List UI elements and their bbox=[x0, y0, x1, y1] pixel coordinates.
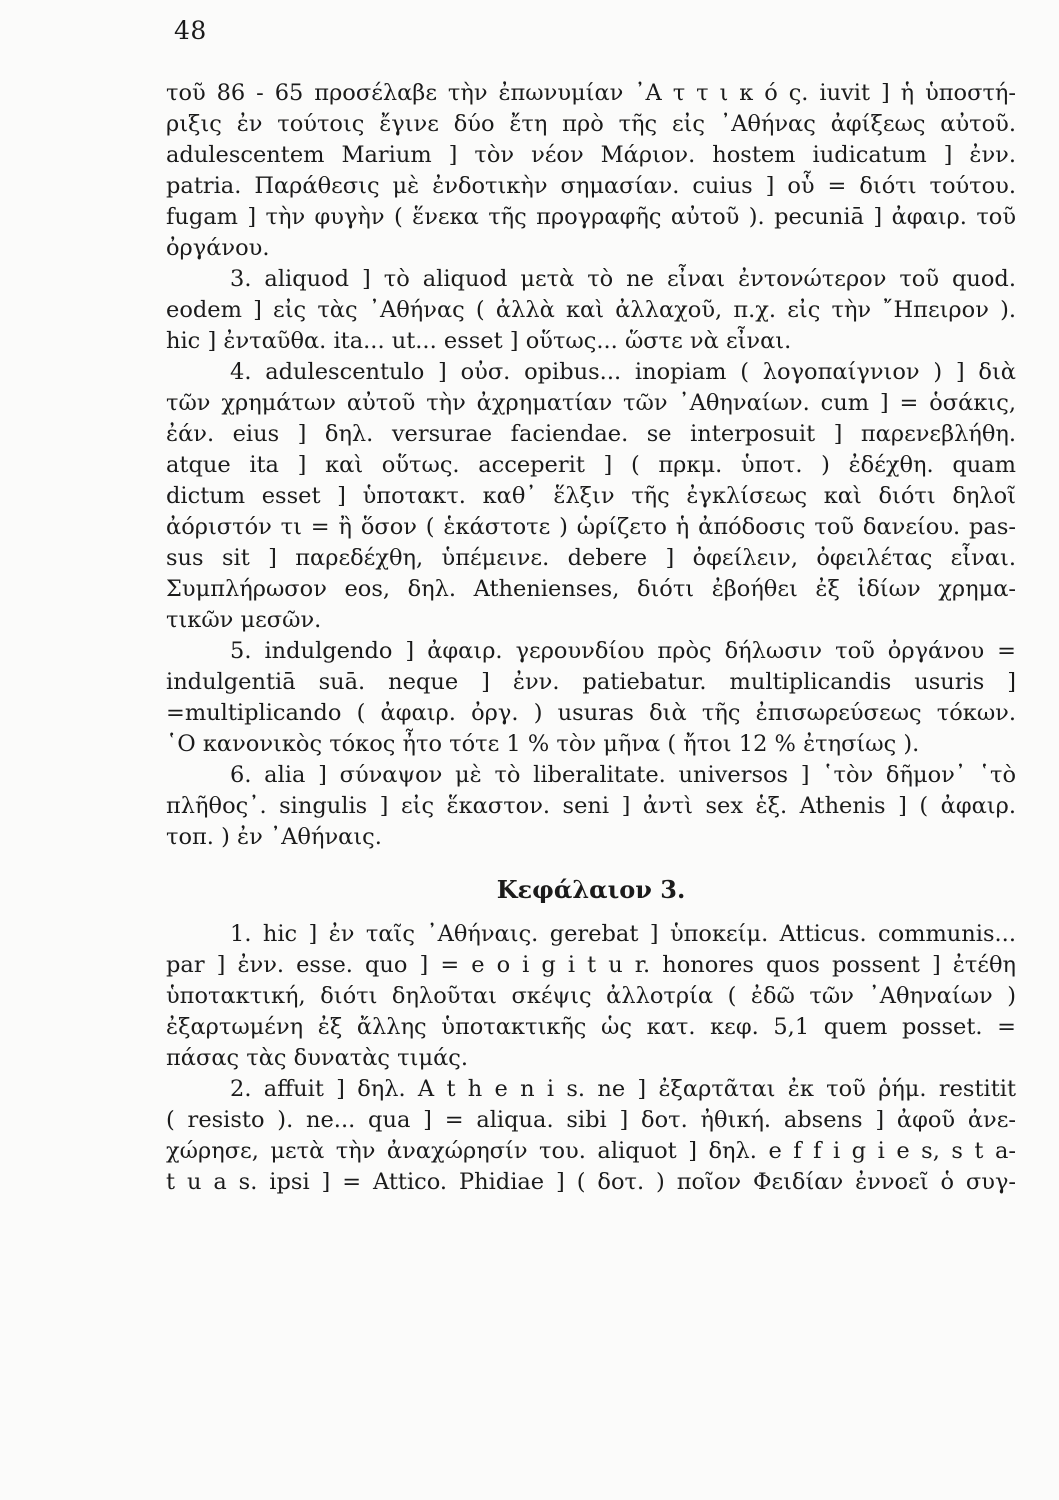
text-line: t u a s. ipsi ] = Attico. Phidiae ] ( δοτ. ) ποῖον Φειδίαν ἐννοεῖ ὁ συγ- bbox=[166, 1169, 1016, 1195]
text-line: 3. aliquod ] τὸ aliquod μετὰ τὸ ne εἶναι ἐντονώτερον τοῦ quod. bbox=[230, 266, 1016, 292]
text-line: ἀόριστόν τι = ἢ ὅσον ( ἑκάστοτε ) ὡρίζετο ἡ ἀπόδοσις τοῦ δανείου. pas- bbox=[166, 514, 1016, 540]
text-line: eodem ] εἰς τὰς ᾿Αθήνας ( ἀλλὰ καὶ ἀλλαχοῦ, π.χ. εἰς τὴν ῎Ηπειρον ). bbox=[166, 297, 1016, 323]
text-line: τοῦ 86 - 65 προσέλαβε τὴν ἐπωνυμίαν ᾿Α τ τ ι κ ό ς. iuvit ] ἡ ὑποστή- bbox=[166, 80, 1016, 106]
text-line: 5. indulgendo ] ἀφαιρ. γερουνδίου πρὸς δήλωσιν τοῦ ὀργάνου = bbox=[230, 638, 1016, 664]
text-line: ῾Ο κανονικὸς τόκος ἦτο τότε 1 % τὸν μῆνα ( ἤτοι 12 % ἐτησίως ). bbox=[166, 731, 920, 757]
text-line: τοπ. ) ἐν ᾿Αθήναις. bbox=[166, 824, 382, 850]
text-line: ἐάν. eius ] δηλ. versurae faciendae. se interposuit ] παρενεβλήθη. bbox=[166, 421, 1016, 447]
text-line: 6. alia ] σύναψον μὲ τὸ liberalitate. universos ] ῾τὸν δῆμον᾿ ῾τὸ bbox=[230, 762, 1016, 788]
paragraph-block-2 bbox=[166, 919, 1016, 1198]
text-line: ὀργάνου. bbox=[166, 235, 270, 261]
text-line: adulescentem Marium ] τὸν νέον Μάριον. hostem iudicatum ] ἐνν. bbox=[166, 142, 1016, 168]
chapter-heading: Κεφάλαιον 3. bbox=[496, 875, 686, 904]
text-line: fugam ] τὴν φυγὴν ( ἕνεκα τῆς προγραφῆς αὐτοῦ ). pecuniā ] ἀφαιρ. τοῦ bbox=[166, 204, 1016, 230]
text-line: par ] ἐνν. esse. quo ] = e o i g i t u r. honores quos possent ] ἐτέθη bbox=[166, 952, 1016, 978]
text-line: τικῶν μεσῶν. bbox=[166, 607, 322, 633]
text-line: 2. affuit ] δηλ. A t h e n i s. ne ] ἐξαρτᾶται ἐκ τοῦ ῥήμ. restitit bbox=[230, 1076, 1016, 1102]
text-line: 1. hic ] ἐν ταῖς ᾿Αθήναις. gerebat ] ὑποκείμ. Atticus. communis... bbox=[230, 921, 1016, 947]
page-number: 48 bbox=[174, 16, 207, 45]
paragraph-block-1 bbox=[166, 78, 1016, 853]
text-line: =multiplicando ( ἀφαιρ. ὀργ. ) usuras διὰ τῆς ἐπισωρεύσεως τόκων. bbox=[166, 700, 1016, 726]
text-line: πλῆθος᾿. singulis ] εἰς ἕκαστον. seni ] ἀντὶ sex ἑξ. Athenis ] ( ἀφαιρ. bbox=[166, 793, 1016, 819]
text-line: χώρησε, μετὰ τὴν ἀναχώρησίν του. aliquot ] δηλ. e f f i g i e s, s t a- bbox=[166, 1138, 1016, 1164]
body-text bbox=[166, 78, 1016, 1198]
text-line: dictum esset ] ὑποτακτ. καθ᾿ ἕλξιν τῆς ἐγκλίσεως καὶ διότι δηλοῖ bbox=[166, 483, 1016, 509]
text-line: sus sit ] παρεδέχθη, ὑπέμεινε. debere ] ὀφείλειν, ὀφειλέτας εἶναι. bbox=[166, 545, 1016, 571]
text-line: ὑποτακτική, διότι δηλοῦται σκέψις ἀλλοτρία ( ἐδῶ τῶν ᾿Αθηναίων ) bbox=[166, 983, 1016, 1009]
text-line: ( resisto ). ne... qua ] = aliqua. sibi ] δοτ. ἠθική. absens ] ἀφοῦ ἀνε- bbox=[166, 1107, 1016, 1133]
text-line: ἐξαρτωμένη ἐξ ἄλλης ὑποτακτικῆς ὡς κατ. κεφ. 5,1 quem posset. = bbox=[166, 1014, 1016, 1040]
text-line: πάσας τὰς δυνατὰς τιμάς. bbox=[166, 1045, 469, 1071]
text-line: atque ita ] καὶ οὕτως. acceperit ] ( πρκμ. ὑποτ. ) ἐδέχθη. quam bbox=[166, 452, 1016, 478]
text-line: ριξις ἐν τούτοις ἔγινε δύο ἔτη πρὸ τῆς εἰς ᾿Αθήνας ἀφίξεως αὐτοῦ. bbox=[166, 111, 1016, 137]
text-line: patria. Παράθεσις μὲ ἐνδοτικὴν σημασίαν. cuius ] οὗ = διότι τούτου. bbox=[166, 173, 1016, 199]
text-line: 4. adulescentulo ] οὐσ. opibus... inopiam ( λογοπαίγνιον ) ] διὰ bbox=[230, 359, 1016, 385]
text-line: hic ] ἐνταῦθα. ita... ut... esset ] οὕτως... ὥστε νὰ εἶναι. bbox=[166, 328, 792, 354]
text-line: indulgentiā suā. neque ] ἐνν. patiebatur. multiplicandis usuris ] bbox=[166, 669, 1016, 695]
text-line: Συμπλήρωσον eos, δηλ. Athenienses, διότι ἐβοήθει ἐξ ἰδίων χρημα- bbox=[166, 576, 1016, 602]
text-line: τῶν χρημάτων αὐτοῦ τὴν ἀχρηματίαν τῶν ᾿Αθηναίων. cum ] = ὁσάκις, bbox=[166, 390, 1016, 416]
